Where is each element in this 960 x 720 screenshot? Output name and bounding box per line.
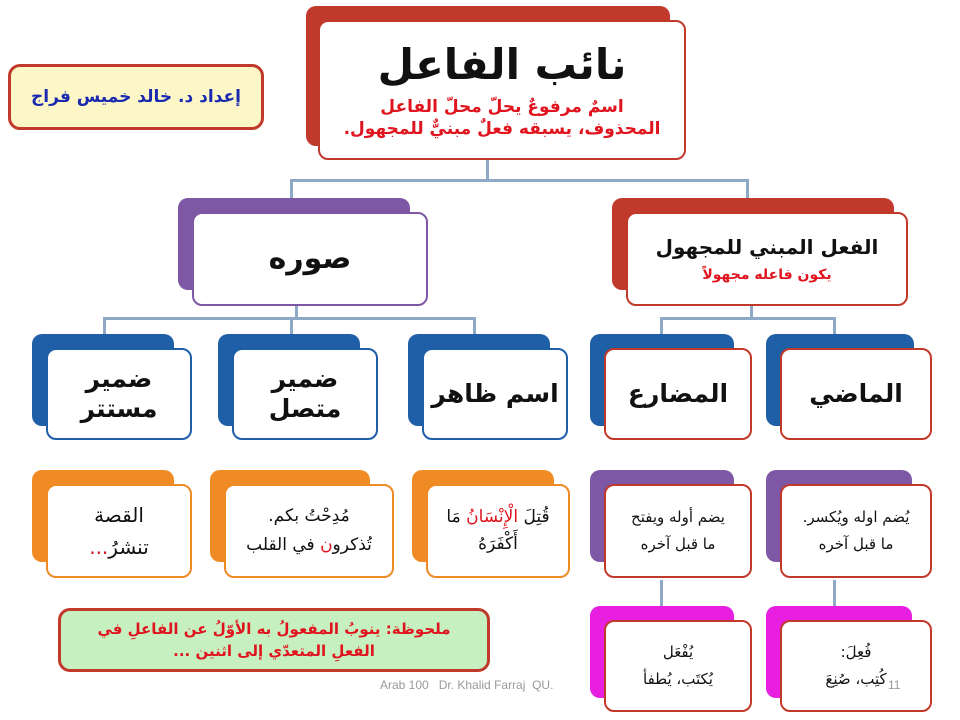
present-example-line2: يُكتَب، يُطفأ [643,670,713,688]
past-example-line1: فُعِلَ: [840,643,872,661]
verb-subtitle: يكون فاعله مجهولاً [702,267,832,283]
past-rule-line1: يُضم اوله ويُكسر. [802,508,910,526]
author-box [8,64,264,130]
hidden-example-word: تنشرُ [108,535,149,559]
connector-root-down [486,160,489,180]
footer-text: Arab 100 Dr. Khalid Farraj QU. [380,678,554,692]
attached-example-line2 [246,531,372,560]
note-line1: ملحوظة: ينوبُ المفعولُ به الأوّلُ عن الفاعلِ في [97,619,451,638]
forms-node [192,212,428,306]
hidden-example-node [46,484,192,578]
attached-example-node [224,484,394,578]
forms-title: صوره [268,240,352,276]
past-node [780,348,932,440]
attached-pronoun-title-line2: متصل [268,394,342,423]
connector-past-down [833,580,836,608]
present-rule-line2: ما قبل آخره [640,535,716,553]
hidden-pronoun-title-line1: ضمير [85,364,153,393]
hidden-example-line2 [89,531,149,563]
attached-example-red: ن [320,535,333,555]
past-example-node [780,620,932,712]
present-node [604,348,752,440]
connector-present-down [660,580,663,608]
connector-v-past [833,317,836,335]
connector-level1-h [290,179,748,182]
explicit-example-line2: أَكْفَرَهُ [478,534,518,554]
explicit-example-red: الْإِنْسَانُ [466,506,519,527]
explicit-noun-node [422,348,568,440]
present-example-node [604,620,752,712]
explicit-example-node [426,484,570,578]
connector-v-attached [290,317,293,335]
past-rule-node [780,484,932,578]
present-title: المضارع [627,379,729,408]
connector-level2-left-h [103,317,475,320]
note-box [58,608,490,672]
author-text: إعداد د. خالد خميس فراج [31,87,241,107]
connector-v-present [660,317,663,335]
present-rule-node [604,484,752,578]
root-title: نائب الفاعل [377,39,627,89]
present-example-line1: يُفْعَل [662,643,694,661]
page-number: 11 [888,678,901,692]
past-rule-line2: ما قبل آخره [818,535,894,553]
explicit-example-line1 [446,504,549,531]
hidden-example-ellipsis: ... [89,535,109,559]
root-node [318,20,686,160]
explicit-noun-title: اسم ظاهر [431,379,559,408]
attached-example-part1: تُذكرو [332,535,372,555]
note-line2: الفعلِ المتعدّي إلى اثنين ... [173,642,375,660]
hidden-example-line1: القصة [94,503,144,527]
past-title: الماضي [809,379,903,408]
past-example-line2: كُتِب، صُنِعَ [825,670,887,688]
verb-node [626,212,908,306]
explicit-example-part2: مَا [446,506,467,527]
connector-level2-right-h [660,317,835,320]
verb-title: الفعل المبني للمجهول [655,235,879,259]
hidden-pronoun-node [46,348,192,440]
attached-pronoun-title-line1: ضمير [271,364,339,393]
root-definition-line2: المحذوف، يسبقه فعلٌ مبنيٌّ للمجهول. [343,119,661,140]
hidden-pronoun-title-line2: مستتر [80,394,158,423]
connector-v-hidden [103,317,106,335]
explicit-example-part1: قُتِلَ [518,506,550,527]
connector-v-explicit [473,317,476,335]
attached-pronoun-node [232,348,378,440]
root-definition-line1: اسمٌ مرفوعٌ يحلّ محلّ الفاعل [380,97,624,118]
attached-example-part2: في القلب [246,535,321,555]
present-rule-line1: يضم أوله ويفتح [631,508,725,526]
attached-example-line1: مُدِحْتُ بكم. [268,506,350,527]
